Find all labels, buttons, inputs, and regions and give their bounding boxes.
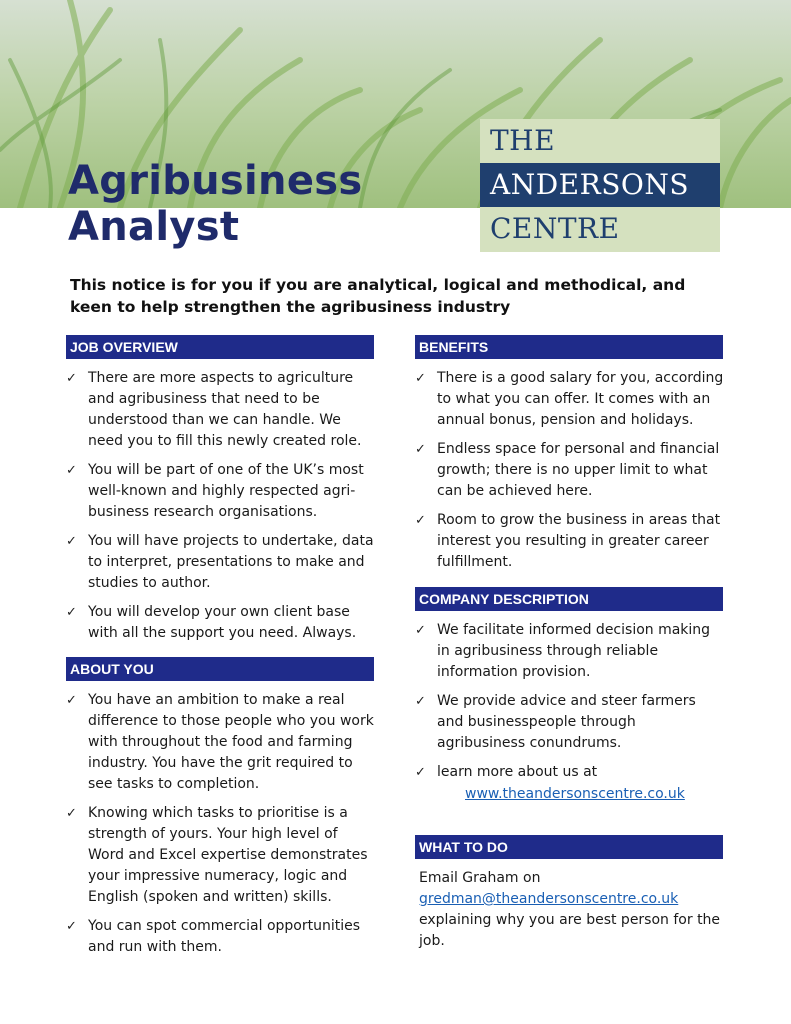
list-item: ✓ You can spot commercial opportunities and run with them.	[66, 918, 361, 955]
what-to-do-outro: explaining why you are best person for the job.	[419, 912, 721, 949]
what-to-do-heading: WHAT TO DO	[415, 835, 723, 859]
title-line-1: Agribusiness	[68, 158, 363, 204]
list-item: ✓ You will be part of one of the UK’s most well-known and highly respected agri-business research organisations.	[66, 462, 364, 520]
about-you-list	[66, 690, 376, 966]
company-description-heading: COMPANY DESCRIPTION	[415, 587, 723, 611]
list-item: ✓ Knowing which tasks to prioritise is a strength of yours. Your high level of Word and Excel expertise demonstrates your impressive numeracy, logic and English (spoken and written) skills.	[66, 805, 368, 905]
checkmark-icon: ✓	[66, 534, 77, 549]
checkmark-icon: ✓	[415, 623, 426, 638]
checkmark-icon: ✓	[66, 693, 77, 708]
what-to-do-text	[419, 868, 724, 952]
list-item: ✓ You will have projects to undertake, data to interpret, presentations to make and studies to author.	[66, 533, 374, 591]
logo-line-1: THE	[490, 124, 556, 157]
checkmark-icon: ✓	[66, 371, 77, 386]
company-description-list	[415, 620, 725, 791]
andersons-centre-logo	[480, 119, 720, 252]
list-item: ✓ Endless space for personal and financial growth; there is no upper limit to what can be achieved here.	[415, 441, 720, 499]
checkmark-icon: ✓	[66, 806, 77, 821]
job-overview-list	[66, 368, 376, 652]
list-item: ✓ Room to grow the business in areas that interest you resulting in greater career fulfillment.	[415, 512, 721, 570]
title-line-2: Analyst	[68, 204, 240, 250]
intro-statement: This notice is for you if you are analytical, logical and methodical, and keen to help strengthen the agribusiness industry	[70, 276, 686, 316]
about-you-heading: ABOUT YOU	[66, 657, 374, 681]
list-item: ✓ We facilitate informed decision making in agribusiness through reliable information provision.	[415, 622, 711, 680]
checkmark-icon: ✓	[66, 919, 77, 934]
list-item: ✓ We provide advice and steer farmers and businesspeople through agribusiness conundrums.	[415, 693, 696, 751]
logo-line-3: CENTRE	[490, 212, 620, 245]
list-item: ✓ There are more aspects to agriculture and agribusiness that need to be understood than we can handle. We need you to fill this newly created role.	[66, 370, 362, 449]
list-item: ✓ learn more about us at	[415, 762, 725, 783]
checkmark-icon: ✓	[415, 513, 426, 528]
benefits-list	[415, 368, 725, 581]
page-title	[68, 158, 362, 250]
what-to-do-intro: Email Graham on	[419, 870, 541, 886]
checkmark-icon: ✓	[66, 605, 77, 620]
checkmark-icon: ✓	[415, 371, 426, 386]
checkmark-icon: ✓	[415, 765, 426, 780]
checkmark-icon: ✓	[66, 463, 77, 478]
checkmark-icon: ✓	[415, 694, 426, 709]
website-link-line	[465, 784, 685, 805]
job-overview-heading: JOB OVERVIEW	[66, 335, 374, 359]
benefits-heading: BENEFITS	[415, 335, 723, 359]
list-item: ✓ You will develop your own client base with all the support you need. Always.	[66, 604, 357, 641]
website-link[interactable]: www.theandersonscentre.co.uk	[465, 786, 685, 802]
logo-line-2: ANDERSONS	[480, 163, 720, 207]
list-item: ✓ You have an ambition to make a real difference to those people who you work with throughout the food and farming industry. You have the grit required to see tasks to completion.	[66, 692, 374, 792]
list-item: ✓ There is a good salary for you, according to what you can offer. It comes with an annual bonus, pension and holidays.	[415, 370, 724, 428]
email-link[interactable]: gredman@theandersonscentre.co.uk	[419, 891, 679, 907]
checkmark-icon: ✓	[415, 442, 426, 457]
